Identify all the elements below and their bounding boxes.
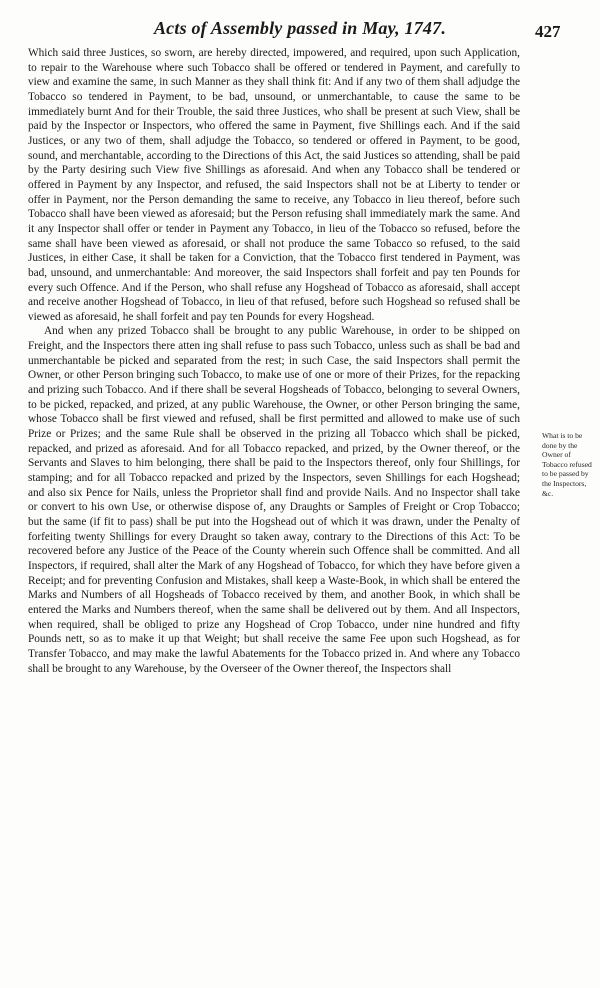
running-head: Acts of Assembly passed in May, 1747. — [153, 18, 447, 38]
margin-note: What is to be done by the Owner of Tobacco refused to be passed by the Inspectors, &c. — [542, 431, 592, 498]
paragraph-1: Which said three Justices, so sworn, are hereby directed, impowered, and required, upon such Application, to repair to the Warehouse where such Tobacco shall be offered or tendered in Payment, and carefully to view and examine the same, in such Manner as they shall think fit: And if any two of them shall adjudge the Tobacco so tendered in Payment, to be bad, unsound, or unmerchantable, to cause the same to be immediately burnt And for their Trouble, the said three Justices, who shall be present at such View, shall be paid by the Inspector or Inspectors, who offered the same in Payment, five Shillings each. And if the said Justices, or any two of them, shall adjudge the Tobacco, so tendered or offered in Payment, to be good, sound, and merchantable, according to the Directions of this Act, the said Justices so attending, shall be paid by the Party desiring such View five Shillings as aforesaid. And when any Tobacco shall be tendered or offered in Payment by any Inspector, and refused, the said Inspectors shall not be at Liberty to tender or offer in Payment, nor the Person demanding the same to receive, any Tobacco in lieu thereof, before such Tobacco shall have been viewed as aforesaid; but the Person refusing shall immediately mark the same. And it any Inspector shall offer or tender in Payment any Tobacco, in lieu of the Tobacco so refused, before the same shall have been viewed as aforesaid, or shall not produce the same Tobacco so refused, to the said Justices, in either Case, it shall be taken for a Conviction, that the Tobacco first tendered in Payment, was bad, unsound, and unmerchantable: And moreover, the said Inspectors shall forfeit and pay ten Pounds for every such Offence. And if the Person, who shall refuse any Hogshead of Tobacco as aforesaid, shall accept and receive another Hogshead of Tobacco, in lieu of that refused, before such Hogshead so refused shall be viewed as aforesaid, he shall forfeit and pay ten Pounds for every Hogshead. — [28, 47, 520, 323]
paragraph-2: And when any prized Tobacco shall be brought to any public Warehouse, in order to be shipped on Freight, and the Inspectors there atten ing shall refuse to pass such Tobacco, unless such as shall be bad and unmerchantable be picked and separated from the rest; in such Case, the said Inspectors shall permit the Owner, or other Person bringing such Tobacco, to make use of one or more of their Prizes, for the repacking and prizing such Tobacco. And if there shall be several Hogsheads of Tobacco, belonging to several Owners, to be picked, repacked, and prized, at any public Warehouse, the Owner, or other Person bringing the same, whose Tobacco shall be first viewed and refused, shall be first permitted and allowed to make use of such Prize or Prizes; and the same Rule shall be observed in the prizing all Tobacco which shall be picked, repacked, and prized as aforesaid. And for all Tobacco repacked, and prized, by the Owner thereof, or the Servants and Slaves to him belonging, there shall be paid to the Inspectors thereof, only four Shillings, for stamping; and for all Tobacco repacked and prized by the Inspectors, seven Shillings for each Hogshead; and also six Pence for Nails, unless the Proprietor shall find and provide Nails. And no Inspector shall take or convert to his own Use, or otherwise dispose of, any Draughts or Samples of Freight or Crop Tobacco; but the same (if fit to pass) shall be put into the Hogshead out of which it was drawn, under the Penalty of forfeiting twenty Shillings for every Draught so taken away, contrary to the Directions of this Act: To be recovered before any Justice of the Peace of the County wherein such Offence shall be committed. And all Inspectors, if required, shall alter the Mark of any Hogshead of Tobacco, for which they have before given a Receipt; and for preventing Confusion and Mistakes, shall keep a Waste-Book, in which shall be entered the Marks and Numbers of all Hogsheads of Tobacco received by them, and another Book, in which shall be entered the Marks and Numbers thereof, when the same shall be delivered out by them. And all Inspectors, when required, shall be obliged to prize any Hogshead of Crop Tobacco, under nine hundred and fifty Pounds nett, so as to make it up that Weight; but shall receive the same Fee upon such Hogshead, as for Transfer Tobacco, and may make the lawful Abatements for the Tobacco prized in. And where any Tobacco shall be brought to any Warehouse, by the Overseer of the Owner thereof, the Inspectors shall — [28, 325, 520, 675]
page-number: 427 — [535, 22, 561, 41]
body-text — [28, 46, 520, 676]
